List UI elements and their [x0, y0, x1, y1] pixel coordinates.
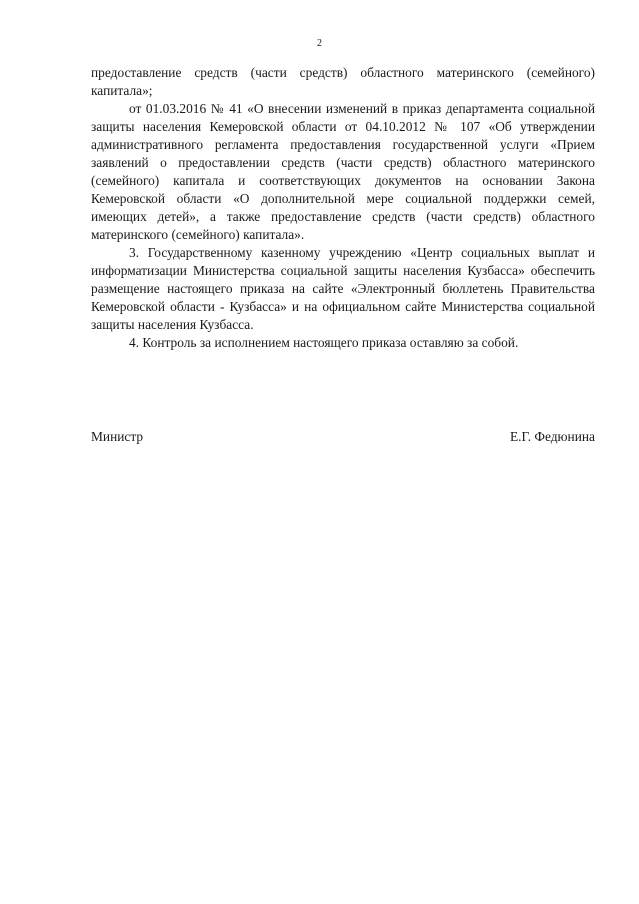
paragraph-continuation: предоставление средств (части средств) областного материнского (семейного) капитала»;	[91, 65, 595, 98]
page-number: 2	[317, 38, 322, 49]
signatory-name: Е.Г. Федюнина	[509, 429, 595, 444]
signatory-title: Министр	[91, 429, 144, 444]
signature-block	[91, 428, 595, 448]
paragraph-item-4: 4. Контроль за исполнением настоящего приказа оставляю за собой.	[129, 335, 519, 350]
paragraph-order-reference: от 01.03.2016 № 41 «О внесении изменений в приказ департамента социальной защиты населения Кемеровской области от 04.10.2012 № 107 «Об утверждении административного регламента предоставления государственной услуги «Прием заявлений о предоставлении средств (части средств) областного материнского (семейного) капитала и соответствующих документов на основании Закона Кемеровской области «О дополнительной мере социальной поддержки семей, имеющих детей», а также предоставление средств (части средств) областного материнского (семейного) капитала».	[91, 101, 595, 242]
document-body	[91, 64, 595, 352]
paragraph-item-3: 3. Государственному казенному учреждению «Центр социальных выплат и информатизации Министерства социальной защиты населения Кузбасса» обеспечить размещение настоящего приказа на сайте «Электронный бюллетень Правительства Кемеровской области - Кузбасса» и на официальном сайте Министерства социальной защиты населения Кузбасса.	[91, 245, 595, 332]
